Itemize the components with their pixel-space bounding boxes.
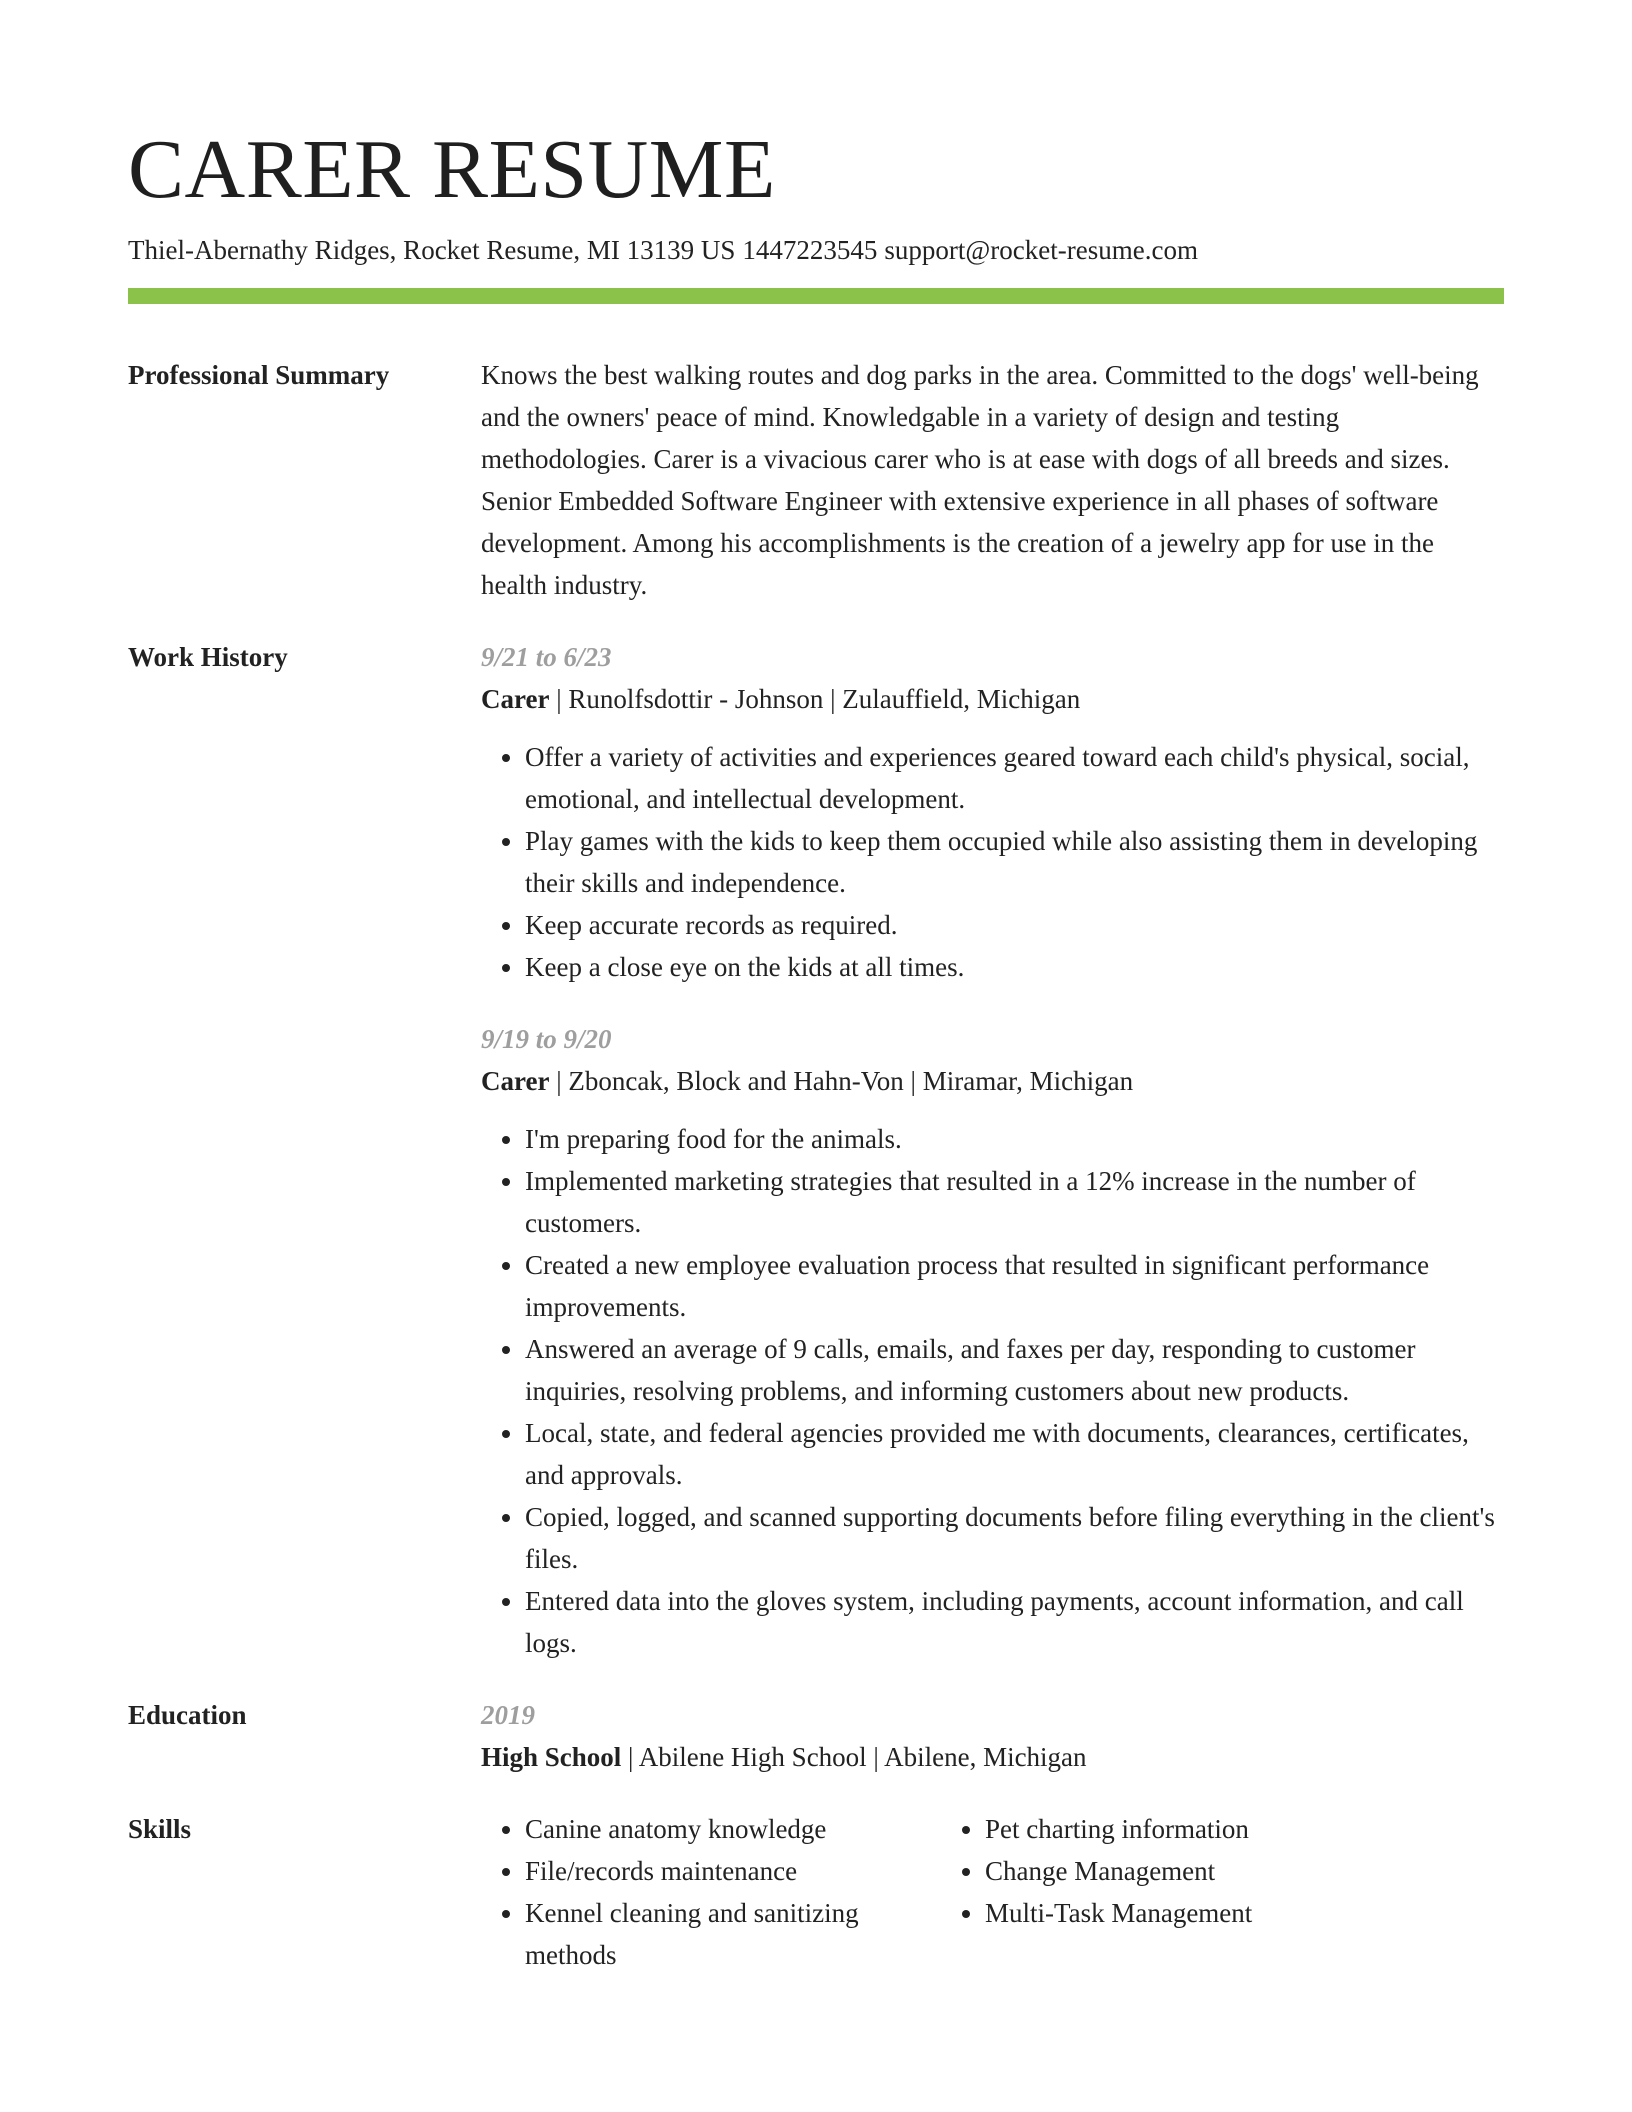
section-label-education: Education (128, 1700, 247, 1730)
job-dates: 9/19 to 9/20 (481, 1024, 612, 1054)
list-item: • Answered an average of 9 calls, emails, and faxes per day, responding to customer inquiries, resolving problems, and informing customers about new products. (525, 1328, 1504, 1412)
job-bullets (481, 1118, 1504, 1664)
work-history-body (481, 636, 1504, 1664)
accent-divider (128, 288, 1504, 304)
job-entry (481, 1018, 1504, 1664)
list-item: • I'm preparing food for the animals. (525, 1118, 1504, 1160)
skills-column-2 (941, 1808, 1252, 1976)
job-role: Carer (481, 1066, 550, 1096)
education-details: | Abilene High School | Abilene, Michigan (621, 1742, 1087, 1772)
list-item: • Play games with the kids to keep them occupied while also assisting them in developing their skills and independence. (525, 820, 1504, 904)
job-dates: 9/21 to 6/23 (481, 642, 612, 672)
job-details: | Runolfsdottir - Johnson | Zulauffield, Michigan (549, 684, 1081, 714)
job-details: | Zboncak, Block and Hahn-Von | Miramar, Michigan (549, 1066, 1134, 1096)
list-item: • File/records maintenance (525, 1850, 941, 1892)
skills-body (481, 1808, 1504, 1976)
contact-address: Thiel-Abernathy Ridges, Rocket Resume, MI 13139 US (128, 235, 736, 265)
contact-line (128, 232, 1504, 268)
list-item: • Keep accurate records as required. (525, 904, 1504, 946)
contact-phone: 1447223545 (742, 235, 878, 265)
job-role-line (481, 1060, 1504, 1102)
list-item: • Local, state, and federal agencies provided me with documents, clearances, certificates, and approvals. (525, 1412, 1504, 1496)
summary-body (481, 354, 1504, 606)
section-professional-summary (128, 354, 1504, 606)
list-item: • Entered data into the gloves system, including payments, account information, and call logs. (525, 1580, 1504, 1664)
education-body (481, 1694, 1504, 1778)
education-year: 2019 (481, 1700, 535, 1730)
section-skills (128, 1808, 1504, 1976)
list-item: • Offer a variety of activities and experiences geared toward each child's physical, social, emotional, and intellectual development. (525, 736, 1504, 820)
job-role: Carer (481, 684, 550, 714)
list-item: • Change Management (985, 1850, 1252, 1892)
list-item: • Canine anatomy knowledge (525, 1808, 941, 1850)
resume-title: CARER RESUME (128, 123, 776, 216)
section-label-summary: Professional Summary (128, 360, 390, 390)
section-education (128, 1694, 1504, 1778)
job-entry (481, 636, 1504, 988)
list-item: • Created a new employee evaluation process that resulted in significant performance improvements. (525, 1244, 1504, 1328)
contact-email: support@rocket-resume.com (884, 235, 1198, 265)
job-bullets (481, 736, 1504, 988)
section-label-work-history: Work History (128, 642, 288, 672)
list-item: • Kennel cleaning and sanitizing methods (525, 1892, 941, 1976)
summary-text: Knows the best walking routes and dog parks in the area. Committed to the dogs' well-being and the owners' peace of mind. Knowledgable in a variety of design and testing methodologies. Carer is a vivacious carer who is at ease with dogs of all breeds and sizes. Senior Embedded Software Engineer with extensive experience in all phases of software development. Among his accomplishments is the creation of a jewelry app for use in the health industry. (481, 360, 1479, 600)
section-label-skills: Skills (128, 1814, 192, 1844)
list-item: • Multi-Task Management (985, 1892, 1252, 1934)
job-role-line (481, 678, 1504, 720)
skills-column-1 (481, 1808, 941, 1976)
list-item: • Keep a close eye on the kids at all times. (525, 946, 1504, 988)
list-item: • Copied, logged, and scanned supporting documents before filing everything in the client's files. (525, 1496, 1504, 1580)
skills-grid (481, 1808, 1504, 1976)
section-work-history (128, 636, 1504, 1664)
list-item: • Pet charting information (985, 1808, 1252, 1850)
education-degree: High School (481, 1742, 622, 1772)
education-line (481, 1736, 1504, 1778)
list-item: • Implemented marketing strategies that resulted in a 12% increase in the number of customers. (525, 1160, 1504, 1244)
